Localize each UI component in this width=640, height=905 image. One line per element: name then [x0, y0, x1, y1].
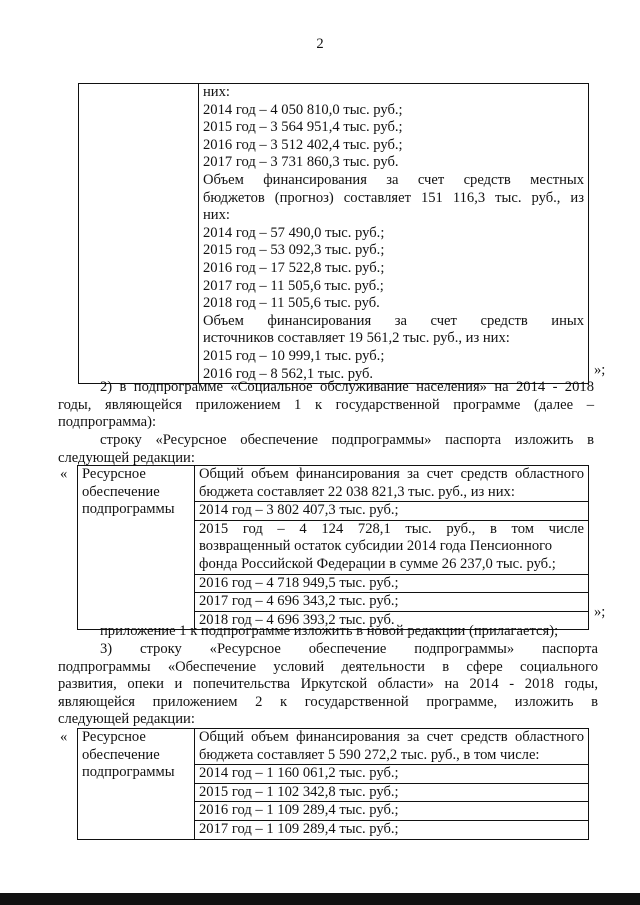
closing-quote: »; — [594, 604, 606, 620]
table-content-cell — [195, 466, 589, 630]
text-line: Объем финансирования за счет средств местных — [203, 171, 584, 188]
paragraph-item-2 — [58, 379, 594, 432]
label-line: подпрограммы — [82, 501, 175, 518]
text-line: развития, опеки и попечительства Иркутской области» на 2014 - 2018 годы, — [58, 676, 598, 693]
text-line: 2018 год – 4 696 393,2 тыс. руб. — [199, 611, 395, 628]
page-number: 2 — [316, 36, 324, 52]
text-line: них: — [203, 207, 230, 224]
text-line: следующей редакции: — [58, 711, 195, 728]
label-line: Ресурсное — [82, 466, 146, 482]
text-line: 2014 год – 3 802 407,3 тыс. руб.; — [199, 502, 399, 519]
text-line: 2018 год – 11 505,6 тыс. руб. — [203, 295, 380, 312]
text-line: 2016 год – 4 718 949,5 тыс. руб.; — [199, 574, 399, 591]
text-line: Общий объем финансирования за счет средств областного — [199, 729, 584, 745]
text-line: 2017 год – 1 109 289,4 тыс. руб.; — [199, 820, 399, 837]
text-line: возвращенный остаток субсидии 2014 года Пенсионного — [199, 538, 553, 555]
text-line: 2015 год – 3 564 951,4 тыс. руб.; — [203, 119, 403, 136]
text-line: 3) строку «Ресурсное обеспечение подпрограммы» паспорта — [100, 641, 598, 657]
label-line: обеспечение — [82, 746, 160, 763]
closing-quote: »; — [594, 362, 606, 378]
table-right-cell — [199, 84, 589, 384]
text-line: 2015 год – 10 999,1 тыс. руб.; — [203, 347, 385, 364]
text-line: бюджетов (прогноз) составляет 151 116,3 тыс. руб., из — [203, 189, 584, 206]
text-line: являющейся приложением 2 к государственной программе, изложить в — [58, 693, 598, 710]
text-line: Общий объем финансирования за счет средств областного — [199, 466, 584, 482]
text-line: 2016 год – 1 109 289,4 тыс. руб.; — [199, 802, 399, 819]
text-line: приложение 1 к подпрограмме изложить в новой редакции (прилагается); — [100, 623, 559, 639]
text-line: 2014 год – 4 050 810,0 тыс. руб.; — [203, 101, 403, 118]
text-line: 2015 год – 1 102 342,8 тыс. руб.; — [199, 783, 399, 800]
text-line: 2016 год – 8 562,1 тыс. руб. — [203, 365, 374, 382]
text-line: 2015 год – 53 092,3 тыс. руб.; — [203, 242, 385, 259]
text-line: строку «Ресурсное обеспечение подпрограммы» паспорта изложить в — [100, 432, 594, 448]
text-line: фонда Российской Федерации в сумме 26 237,0 тыс. руб.; — [199, 555, 556, 572]
text-line: них: — [203, 84, 230, 100]
text-line: 2016 год – 3 512 402,4 тыс. руб.; — [203, 136, 403, 153]
paragraph-item-3 — [58, 641, 598, 729]
resource-table-2 — [77, 728, 589, 840]
text-line: следующей редакции: — [58, 449, 195, 466]
text-line: 2015 год – 4 124 728,1 тыс. руб., в том числе — [199, 520, 584, 537]
text-line: 2017 год – 4 696 343,2 тыс. руб.; — [199, 593, 399, 610]
paragraph-appendix — [100, 623, 594, 641]
opening-quote: « — [60, 466, 68, 482]
label-line: подпрограммы — [82, 764, 175, 781]
text-line: 2014 год – 57 490,0 тыс. руб.; — [203, 224, 385, 241]
opening-quote: « — [60, 729, 68, 745]
text-line: источников составляет 19 561,2 тыс. руб., из них: — [203, 330, 510, 347]
resource-table-1 — [77, 465, 589, 630]
text-line: годы, являющейся приложением 1 к государственной программе (далее – — [58, 396, 594, 413]
funding-table-continuation — [78, 83, 589, 384]
text-line: 2017 год – 3 731 860,3 тыс. руб. — [203, 154, 399, 171]
table-label-cell — [78, 729, 195, 840]
paragraph-instruction — [58, 432, 594, 467]
text-line: подпрограмма): — [58, 414, 157, 431]
text-line: 2) в подпрограмме «Социальное обслуживание населения» на 2014 - 2018 — [100, 379, 594, 395]
table-label-cell — [78, 466, 195, 630]
text-line: 2017 год – 11 505,6 тыс. руб.; — [203, 277, 384, 294]
text-line: бюджета составляет 22 038 821,3 тыс. руб., из них: — [199, 483, 515, 500]
text-line: Объем финансирования за счет средств иных — [203, 312, 584, 329]
label-line: Ресурсное — [82, 729, 146, 745]
text-line: подпрограммы «Обеспечение условий деятельности в сфере социального — [58, 658, 598, 675]
text-line: 2016 год – 17 522,8 тыс. руб.; — [203, 259, 385, 276]
text-line: 2014 год – 1 160 061,2 тыс. руб.; — [199, 765, 399, 782]
scan-edge-bar — [0, 893, 640, 905]
table-left-cell — [79, 84, 199, 384]
text-line: бюджета составляет 5 590 272,2 тыс. руб., в том числе: — [199, 746, 540, 763]
label-line: обеспечение — [82, 483, 160, 500]
table-content-cell — [195, 729, 589, 840]
